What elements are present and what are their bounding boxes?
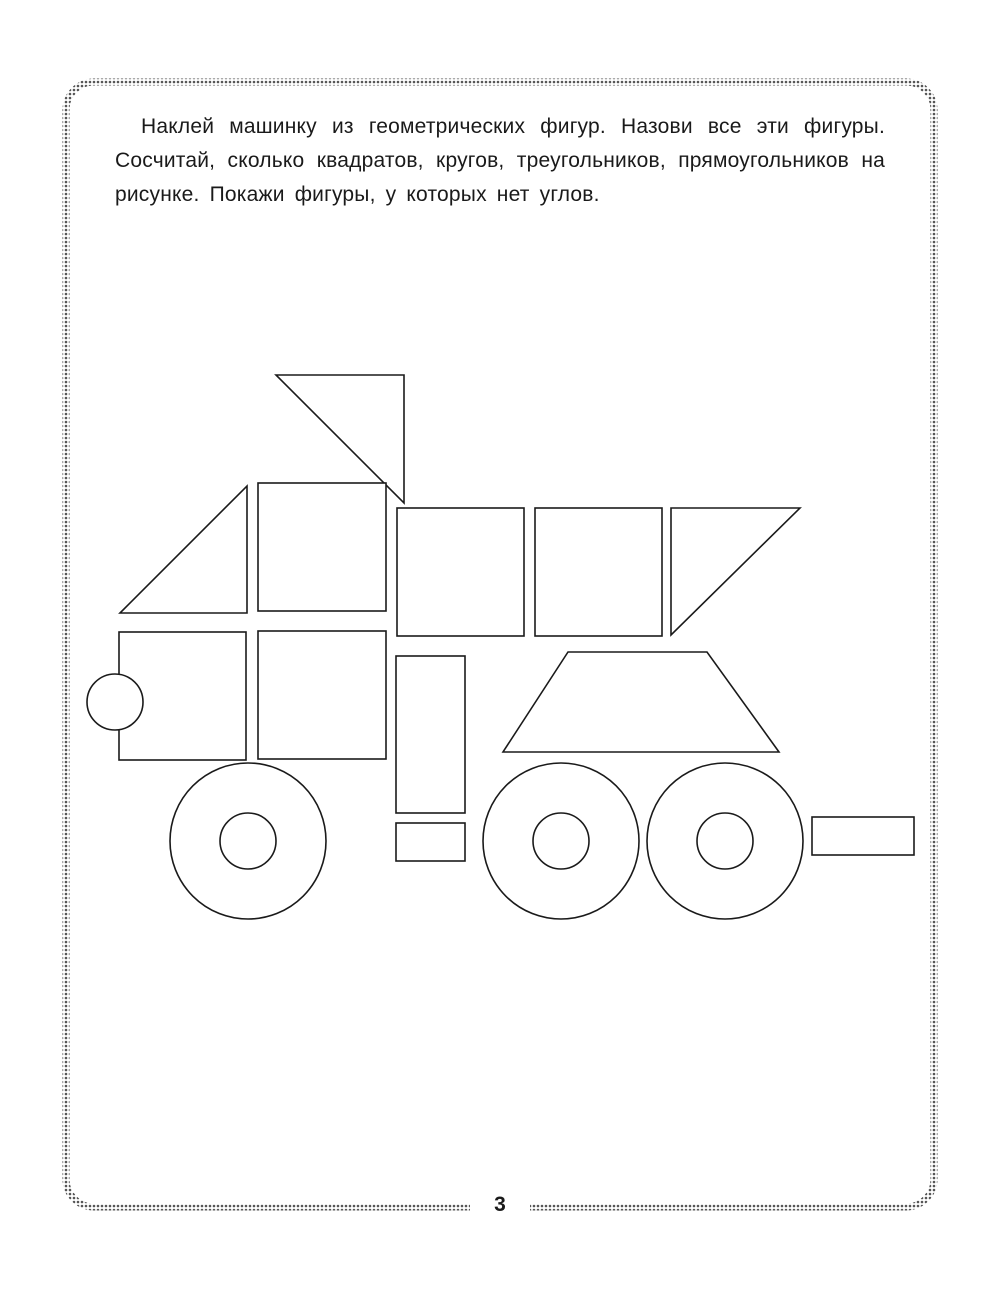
rectangle-tall <box>396 656 465 813</box>
wheel-rear-hub <box>697 813 753 869</box>
wheel-front-hub <box>220 813 276 869</box>
wheel-middle-hub <box>533 813 589 869</box>
square-cargo-1 <box>397 508 524 636</box>
circle-headlight <box>87 674 143 730</box>
page-number: 3 <box>470 1190 530 1220</box>
rectangle-bumper <box>812 817 914 855</box>
rectangle-small <box>396 823 465 861</box>
trapezoid <box>503 652 779 752</box>
square-cabin-bottom <box>258 631 386 759</box>
triangle-cabin <box>120 486 247 613</box>
task-instruction: Наклей машинку из геометрических фигур. Назови все эти фигуры. Сосчитай, сколько квадратов, кругов, треугольников, прямоугольников на рисунке. Покажи фигуры, у которых нет углов. <box>115 115 885 206</box>
square-cargo-2 <box>535 508 662 636</box>
triangle-cargo <box>671 508 800 635</box>
square-cabin-top <box>258 483 386 611</box>
